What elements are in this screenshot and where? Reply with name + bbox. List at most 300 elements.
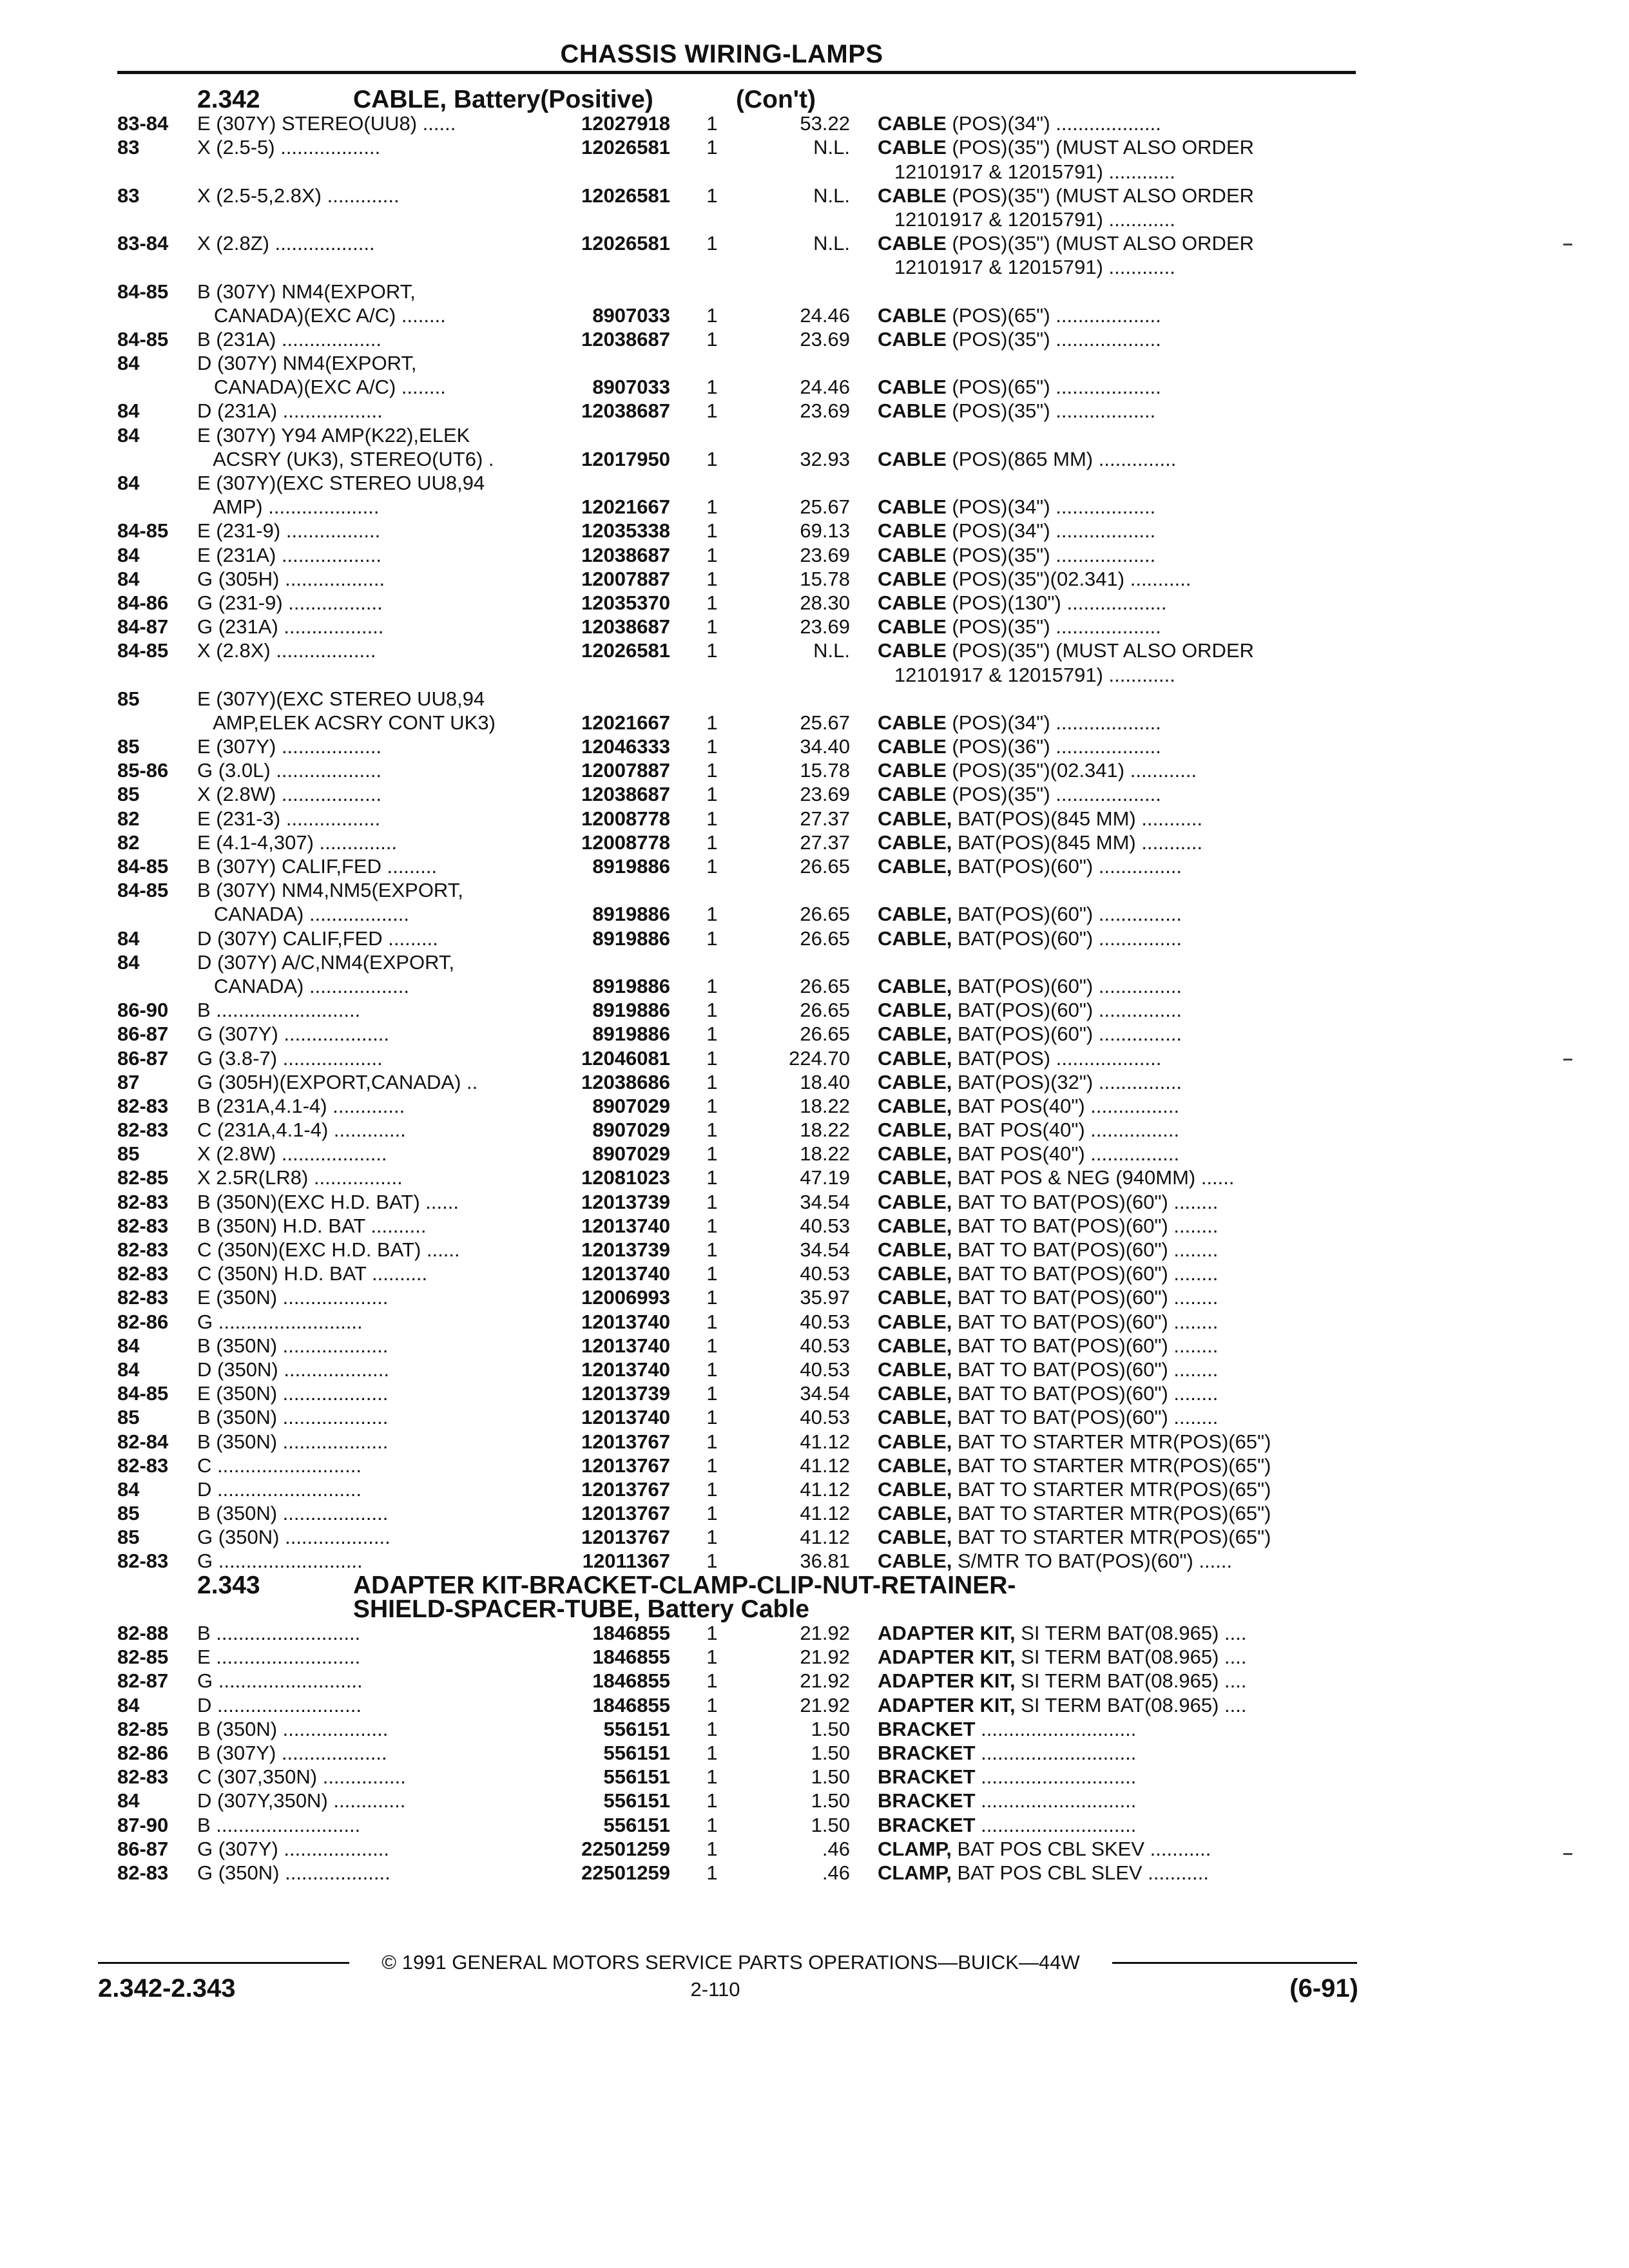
model-years: 84 <box>117 352 140 375</box>
quantity: 1 <box>706 639 718 662</box>
description <box>878 1525 1348 1549</box>
part-number: 556151 <box>603 1765 670 1789</box>
quantity: 1 <box>706 591 718 614</box>
section-number: 2.343 <box>197 1571 260 1599</box>
description-text: ............................ <box>975 1813 1137 1836</box>
model-years: 82-85 <box>117 1717 169 1740</box>
description-text: (POS)(35") ................... <box>946 615 1161 639</box>
price: 40.53 <box>800 1358 850 1381</box>
body-code: G (3.0L) ................... <box>197 759 381 782</box>
part-number: 12038687 <box>581 783 670 806</box>
section-heading <box>0 1573 1629 1597</box>
description <box>878 1693 1348 1717</box>
part-number: 12017950 <box>581 447 670 470</box>
quantity: 1 <box>706 1813 718 1836</box>
description <box>878 135 1348 159</box>
model-years: 85-86 <box>117 759 169 782</box>
table-row <box>0 1094 1629 1118</box>
body-code: X (2.5-5) .................. <box>197 136 381 159</box>
quantity: 1 <box>706 1023 718 1046</box>
description <box>878 184 1348 207</box>
price: N.L. <box>813 639 850 662</box>
part-number: 12013740 <box>581 1214 670 1237</box>
description-keyword: CABLE, <box>878 1334 952 1357</box>
body-code: B (231A,4.1-4) ............. <box>197 1094 405 1117</box>
description-keyword: CABLE, <box>878 1142 952 1166</box>
description <box>878 1358 1348 1381</box>
section-title: CABLE, Battery(Positive) <box>353 86 653 113</box>
parts-list <box>0 88 1629 1885</box>
model-years: 83 <box>117 136 140 159</box>
part-number: 1846855 <box>592 1622 670 1644</box>
model-years: 85 <box>117 1142 140 1166</box>
body-code: G (305H) .................. <box>197 567 385 590</box>
model-years: 83 <box>117 184 140 207</box>
price: 41.12 <box>800 1477 850 1501</box>
table-row <box>0 1142 1629 1166</box>
description <box>878 375 1348 399</box>
description-text: S/MTR TO BAT(POS)(60") ...... <box>952 1550 1233 1573</box>
description-text: (POS)(35") ................... <box>946 783 1161 806</box>
section-number: 2.342 <box>197 86 260 113</box>
body-code: B (350N) ................... <box>197 1717 389 1740</box>
description <box>878 831 1348 854</box>
quantity: 1 <box>706 1070 718 1093</box>
body-code: X (2.8Z) .................. <box>197 232 375 255</box>
model-years: 85 <box>117 735 140 758</box>
part-number: 1846855 <box>592 1646 670 1669</box>
description-text: BAT(POS) ................... <box>952 1046 1162 1070</box>
table-row <box>0 1190 1629 1214</box>
model-years: 84-86 <box>117 591 169 614</box>
description-keyword: CABLE, <box>878 1094 952 1117</box>
price: 15.78 <box>800 567 850 590</box>
table-row <box>0 1501 1629 1525</box>
table-row <box>0 1430 1629 1454</box>
model-years: 82-86 <box>117 1310 169 1333</box>
description <box>878 567 1348 591</box>
margin-mark <box>1563 1853 1572 1855</box>
table-row <box>0 1166 1629 1189</box>
part-number: 12013739 <box>581 1238 670 1261</box>
description <box>878 663 1348 687</box>
description-keyword: CLAMP, <box>878 1837 952 1860</box>
description <box>878 998 1348 1022</box>
part-number: 12013740 <box>581 1406 670 1429</box>
model-years: 82-84 <box>117 1430 169 1453</box>
table-row <box>0 831 1629 854</box>
description <box>878 1262 1348 1285</box>
part-number: 12021667 <box>581 711 670 734</box>
price: 25.67 <box>800 711 850 734</box>
description-text: ............................ <box>975 1741 1137 1764</box>
section-title-cont: SHIELD-SPACER-TUBE, Battery Cable <box>353 1595 809 1623</box>
quantity: 1 <box>706 1526 718 1549</box>
table-row <box>0 1549 1629 1573</box>
table-row <box>0 184 1629 207</box>
part-number: 22501259 <box>581 1861 670 1884</box>
model-years: 82-83 <box>117 1190 169 1213</box>
description-text: BAT TO STARTER MTR(POS)(65") <box>952 1526 1271 1549</box>
description <box>878 639 1348 662</box>
quantity: 1 <box>706 974 718 997</box>
part-number: 12013740 <box>581 1334 670 1357</box>
description <box>878 1669 1348 1693</box>
body-code: B (350N) ................... <box>197 1406 389 1429</box>
price: 26.65 <box>800 974 850 997</box>
description-text: 12101917 & 12015791) ............ <box>878 663 1175 686</box>
description-keyword: CABLE <box>878 735 947 758</box>
body-code: G (231-9) ................. <box>197 591 383 614</box>
quantity: 1 <box>706 1190 718 1213</box>
description-keyword: CABLE <box>878 639 947 662</box>
quantity: 1 <box>706 1166 718 1189</box>
quantity: 1 <box>706 184 718 207</box>
table-row <box>0 327 1629 351</box>
price: 25.67 <box>800 495 850 519</box>
description-keyword: CABLE, <box>878 1454 952 1477</box>
table-row <box>0 663 1629 687</box>
quantity: 1 <box>706 807 718 830</box>
quantity: 1 <box>706 759 718 782</box>
table-row <box>0 735 1629 758</box>
table-row <box>0 1214 1629 1238</box>
part-number: 12013739 <box>581 1382 670 1405</box>
description <box>878 1381 1348 1405</box>
description <box>878 615 1348 639</box>
model-years: 82-87 <box>117 1669 169 1693</box>
table-row <box>0 1789 1629 1812</box>
description-text: (POS)(65") ................... <box>946 303 1161 327</box>
part-number: 8907033 <box>592 303 670 327</box>
description-keyword: CABLE, <box>878 1166 952 1189</box>
model-years: 82 <box>117 807 140 830</box>
model-years: 84 <box>117 399 140 423</box>
price: .46 <box>822 1837 850 1860</box>
price: 1.50 <box>811 1717 850 1740</box>
table-row <box>0 351 1629 375</box>
body-code: CANADA) .................. <box>197 903 409 926</box>
body-code: E (307Y) Y94 AMP(K22),ELEK <box>197 423 470 447</box>
description-text: (POS)(35")(02.341) ........... <box>946 567 1191 590</box>
description-text: BAT(POS)(60") ............... <box>952 927 1182 950</box>
description-keyword: CABLE, <box>878 999 952 1022</box>
description-keyword: CABLE <box>878 376 947 399</box>
quantity: 1 <box>706 327 718 351</box>
description-text: (POS)(35") .................. <box>946 543 1156 566</box>
body-code: E (4.1-4,307) .............. <box>197 831 398 854</box>
quantity: 1 <box>706 1477 718 1501</box>
part-number: 8919886 <box>592 974 670 997</box>
table-row <box>0 1381 1629 1405</box>
body-code: B (350N) ................... <box>197 1502 389 1525</box>
part-number: 12013767 <box>581 1526 670 1549</box>
model-years: 87-90 <box>117 1813 169 1836</box>
description-text: BAT TO BAT(POS)(60") ........ <box>952 1382 1219 1405</box>
description-keyword: BRACKET <box>878 1717 976 1740</box>
price: N.L. <box>813 232 850 255</box>
body-code: AMP) .................... <box>197 495 380 519</box>
description <box>878 231 1348 255</box>
part-number: 12027918 <box>581 112 670 135</box>
body-code: X (2.5-5,2.8X) ............. <box>197 184 400 207</box>
body-code: C (307,350N) ............... <box>197 1765 406 1789</box>
price: 1.50 <box>811 1741 850 1764</box>
body-code: B (307Y) ................... <box>197 1741 387 1764</box>
footer-rule-left <box>98 1962 349 1964</box>
price: 224.70 <box>789 1046 850 1070</box>
body-code: E (231-9) ................. <box>197 519 381 543</box>
description-keyword: CABLE <box>878 232 947 255</box>
part-number: 12026581 <box>581 639 670 662</box>
quantity: 1 <box>706 1669 718 1693</box>
description <box>878 854 1348 878</box>
description <box>878 1166 1348 1189</box>
description-keyword: CABLE, <box>878 1406 952 1429</box>
table-row <box>0 1693 1629 1717</box>
table-row <box>0 471 1629 495</box>
description-text: ............................ <box>975 1717 1137 1740</box>
quantity: 1 <box>706 927 718 950</box>
price: 28.30 <box>800 591 850 614</box>
table-row <box>0 1022 1629 1046</box>
table-row <box>0 711 1629 735</box>
price: .46 <box>822 1861 850 1884</box>
price: N.L. <box>813 184 850 207</box>
quantity: 1 <box>706 831 718 854</box>
description-keyword: CABLE <box>878 495 947 519</box>
body-code: D (307Y) A/C,NM4(EXPORT, <box>197 950 455 974</box>
quantity: 1 <box>706 1262 718 1285</box>
model-years: 82-86 <box>117 1741 169 1764</box>
description-keyword: CABLE, <box>878 1382 952 1405</box>
description <box>878 1094 1348 1118</box>
price: 34.54 <box>800 1382 850 1405</box>
body-code: CANADA)(EXC A/C) ........ <box>197 303 446 327</box>
part-number: 8919886 <box>592 927 670 950</box>
part-number: 8907029 <box>592 1119 670 1142</box>
description <box>878 1549 1348 1573</box>
body-code: E (350N) ................... <box>197 1382 389 1405</box>
body-code: B (350N) H.D. BAT .......... <box>197 1214 427 1237</box>
description-text: BAT(POS)(60") ............... <box>952 974 1182 997</box>
price: 27.37 <box>800 807 850 830</box>
price: 23.69 <box>800 327 850 351</box>
section-heading <box>0 1597 1629 1621</box>
description-text: (POS)(865 MM) .............. <box>946 447 1177 470</box>
table-row <box>0 1454 1629 1477</box>
quantity: 1 <box>706 1741 718 1764</box>
description-keyword: CLAMP, <box>878 1861 952 1884</box>
description <box>878 591 1348 615</box>
quantity: 1 <box>706 1046 718 1070</box>
price: 21.92 <box>800 1669 850 1693</box>
table-row <box>0 1334 1629 1358</box>
price: 26.65 <box>800 1023 850 1046</box>
description-keyword: CABLE, <box>878 927 952 950</box>
price: 23.69 <box>800 543 850 566</box>
description-text: (POS)(36") ................... <box>946 735 1161 758</box>
body-code: CANADA)(EXC A/C) ........ <box>197 376 446 399</box>
table-row <box>0 591 1629 615</box>
model-years: 84 <box>117 1789 140 1812</box>
description-text: BAT(POS)(845 MM) ........... <box>952 807 1203 830</box>
part-number: 12013767 <box>581 1454 670 1477</box>
table-row <box>0 1310 1629 1334</box>
description <box>878 974 1348 998</box>
description-text: BAT TO BAT(POS)(60") ........ <box>952 1358 1219 1381</box>
description <box>878 711 1348 735</box>
description-text: BAT POS CBL SKEV ........... <box>951 1837 1211 1860</box>
part-number: 12013767 <box>581 1477 670 1501</box>
quantity: 1 <box>706 711 718 734</box>
description-keyword: CABLE, <box>878 1310 952 1333</box>
description <box>878 1070 1348 1094</box>
description-text: (POS)(35") ................... <box>946 327 1161 351</box>
description <box>878 807 1348 831</box>
body-code: E (307Y) .................. <box>197 735 381 758</box>
model-years: 84-85 <box>117 519 169 543</box>
description-text: 12101917 & 12015791) ............ <box>878 207 1175 231</box>
quantity: 1 <box>706 1142 718 1166</box>
table-row <box>0 495 1629 519</box>
part-number: 12008778 <box>581 831 670 854</box>
model-years: 82-83 <box>117 1286 169 1309</box>
body-code: G .......................... <box>197 1310 363 1333</box>
model-years: 82-88 <box>117 1622 169 1644</box>
body-code: G .......................... <box>197 1550 363 1573</box>
quantity: 1 <box>706 1214 718 1237</box>
description-keyword: CABLE, <box>878 903 952 926</box>
table-row <box>0 807 1629 831</box>
body-code: E (231A) .................. <box>197 543 381 566</box>
quantity: 1 <box>706 495 718 519</box>
description-keyword: BRACKET <box>878 1789 976 1812</box>
body-code: X (2.8W) .................. <box>197 783 381 806</box>
description-text: BAT POS & NEG (940MM) ...... <box>952 1166 1235 1189</box>
description <box>878 1190 1348 1214</box>
body-code: G (350N) ................... <box>197 1861 390 1884</box>
table-row <box>0 878 1629 902</box>
price: 23.69 <box>800 399 850 423</box>
body-code: E .......................... <box>197 1646 361 1669</box>
description-keyword: CABLE <box>878 399 947 423</box>
part-number: 12038686 <box>581 1070 670 1093</box>
table-row <box>0 1405 1629 1429</box>
quantity: 1 <box>706 903 718 926</box>
part-number: 8919886 <box>592 1023 670 1046</box>
part-number: 12013739 <box>581 1190 670 1213</box>
description <box>878 902 1348 926</box>
price: 15.78 <box>800 759 850 782</box>
description <box>878 758 1348 782</box>
body-code: G (231A) .................. <box>197 615 384 639</box>
description-text: SI TERM BAT(08.965) .... <box>1015 1622 1247 1644</box>
table-row <box>0 255 1629 279</box>
description-text: BAT TO STARTER MTR(POS)(65") <box>952 1454 1271 1477</box>
model-years: 82-83 <box>117 1214 169 1237</box>
description <box>878 207 1348 231</box>
description <box>878 1214 1348 1238</box>
body-code: X (2.8X) .................. <box>197 639 376 662</box>
table-row <box>0 782 1629 806</box>
description-text: (POS)(65") ................... <box>946 376 1161 399</box>
table-row <box>0 423 1629 447</box>
part-number: 12007887 <box>581 567 670 590</box>
description-keyword: CABLE, <box>878 807 952 830</box>
price: 23.69 <box>800 615 850 639</box>
description <box>878 782 1348 806</box>
description-text: (POS)(34") .................. <box>946 495 1156 519</box>
model-years: 82-85 <box>117 1646 169 1669</box>
body-code: B .......................... <box>197 999 361 1022</box>
model-years: 84-85 <box>117 639 169 662</box>
body-code: X 2.5R(LR8) ................ <box>197 1166 403 1189</box>
model-years: 84 <box>117 1477 140 1501</box>
price: 40.53 <box>800 1406 850 1429</box>
part-number: 12046081 <box>581 1046 670 1070</box>
description <box>878 1022 1348 1046</box>
model-years: 84-85 <box>117 855 169 878</box>
quantity: 1 <box>706 1286 718 1309</box>
price: 26.65 <box>800 855 850 878</box>
description-keyword: CABLE <box>878 519 947 543</box>
part-number: 12081023 <box>581 1166 670 1189</box>
model-years: 85 <box>117 783 140 806</box>
model-years: 84 <box>117 423 140 447</box>
body-code: E (350N) ................... <box>197 1286 389 1309</box>
model-years: 85 <box>117 1502 140 1525</box>
description-keyword: CABLE, <box>878 1526 952 1549</box>
body-code: B (231A) .................. <box>197 327 381 351</box>
description <box>878 160 1348 184</box>
quantity: 1 <box>706 1238 718 1261</box>
table-row <box>0 1118 1629 1142</box>
body-code: B (350N)(EXC H.D. BAT) ...... <box>197 1190 459 1213</box>
quantity: 1 <box>706 1502 718 1525</box>
quantity: 1 <box>706 1382 718 1405</box>
quantity: 1 <box>706 1765 718 1789</box>
model-years: 87 <box>117 1070 140 1093</box>
description-keyword: BRACKET <box>878 1813 976 1836</box>
price: 18.22 <box>800 1142 850 1166</box>
description-text: BAT(POS)(60") ............... <box>952 903 1182 926</box>
price: 41.12 <box>800 1502 850 1525</box>
price: 1.50 <box>811 1789 850 1812</box>
description-text: BAT(POS)(60") ............... <box>952 1023 1182 1046</box>
description-text: BAT TO BAT(POS)(60") ........ <box>952 1190 1219 1213</box>
body-code: D (307Y) NM4(EXPORT, <box>197 352 417 375</box>
model-years: 84 <box>117 472 140 494</box>
table-row <box>0 519 1629 543</box>
description-keyword: ADAPTER KIT, <box>878 1646 1016 1669</box>
body-code: D (307Y,350N) ............. <box>197 1789 406 1812</box>
part-number: 12008778 <box>581 807 670 830</box>
description-text: (POS)(34") ................... <box>946 112 1161 135</box>
quantity: 1 <box>706 855 718 878</box>
price: 26.65 <box>800 903 850 926</box>
description-text: SI TERM BAT(08.965) .... <box>1015 1693 1247 1716</box>
price: 34.54 <box>800 1238 850 1261</box>
quantity: 1 <box>706 999 718 1022</box>
model-years: 84-85 <box>117 879 169 902</box>
description-text: BAT TO STARTER MTR(POS)(65") <box>952 1502 1271 1525</box>
quantity: 1 <box>706 1358 718 1381</box>
description-text: 12101917 & 12015791) ............ <box>878 256 1175 279</box>
description-text: (POS)(35")(02.341) ............ <box>946 759 1197 782</box>
table-row <box>0 160 1629 184</box>
description <box>878 1789 1348 1812</box>
